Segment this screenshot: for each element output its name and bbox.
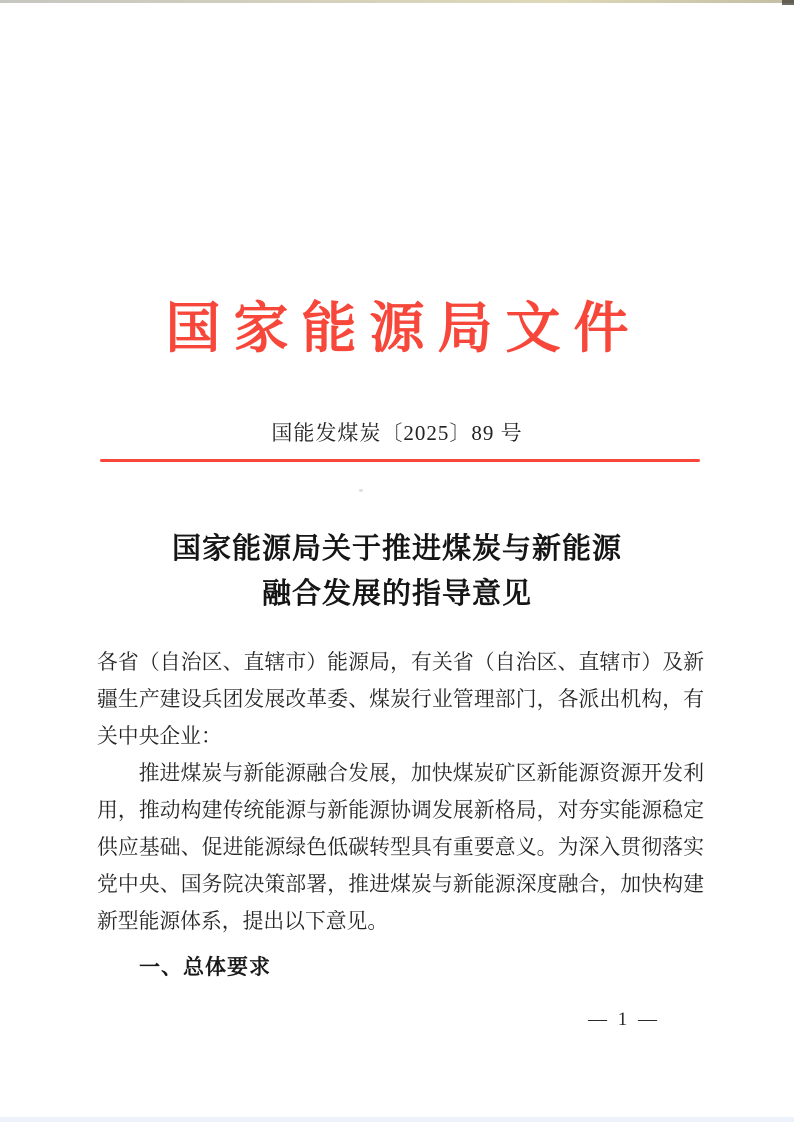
letterhead-title: 国家能源局文件 [165,298,642,359]
scan-artifact-bottom-edge [0,1117,794,1122]
document-title-line2: 融合发展的指导意见 [261,578,532,610]
red-separator-line [100,459,700,462]
scan-artifact-corner [782,0,794,5]
addressee-paragraph: 各省（自治区、直辖市）能源局，有关省（自治区、直辖市）及新疆生产建设兵团发展改革委、煤炭行业管理部门，各派出机构，有关中央企业： [97,651,704,748]
document-body [97,644,704,986]
scan-artifact-speck [359,489,363,492]
intro-paragraph: 推进煤炭与新能源融合发展，加快煤炭矿区新能源资源开发利用，推动构建传统能源与新能源协调发展新格局，对夯实能源稳定供应基础、促进能源绿色低碳转型具有重要意义。为深入贯彻落实党中央、国务院决策部署，推进煤炭与新能源深度融合，加快构建新型能源体系，提出以下意见。 [97,762,704,933]
document-title-line1: 国家能源局关于推进煤炭与新能源 [171,533,622,565]
section-heading: 一、总体要求 [139,956,271,979]
document-title [0,527,794,617]
scan-artifact-top-edge [0,0,794,3]
page-number: — 1 — [588,1009,660,1030]
document-number: 国能发煤炭〔2025〕89 号 [271,421,523,445]
